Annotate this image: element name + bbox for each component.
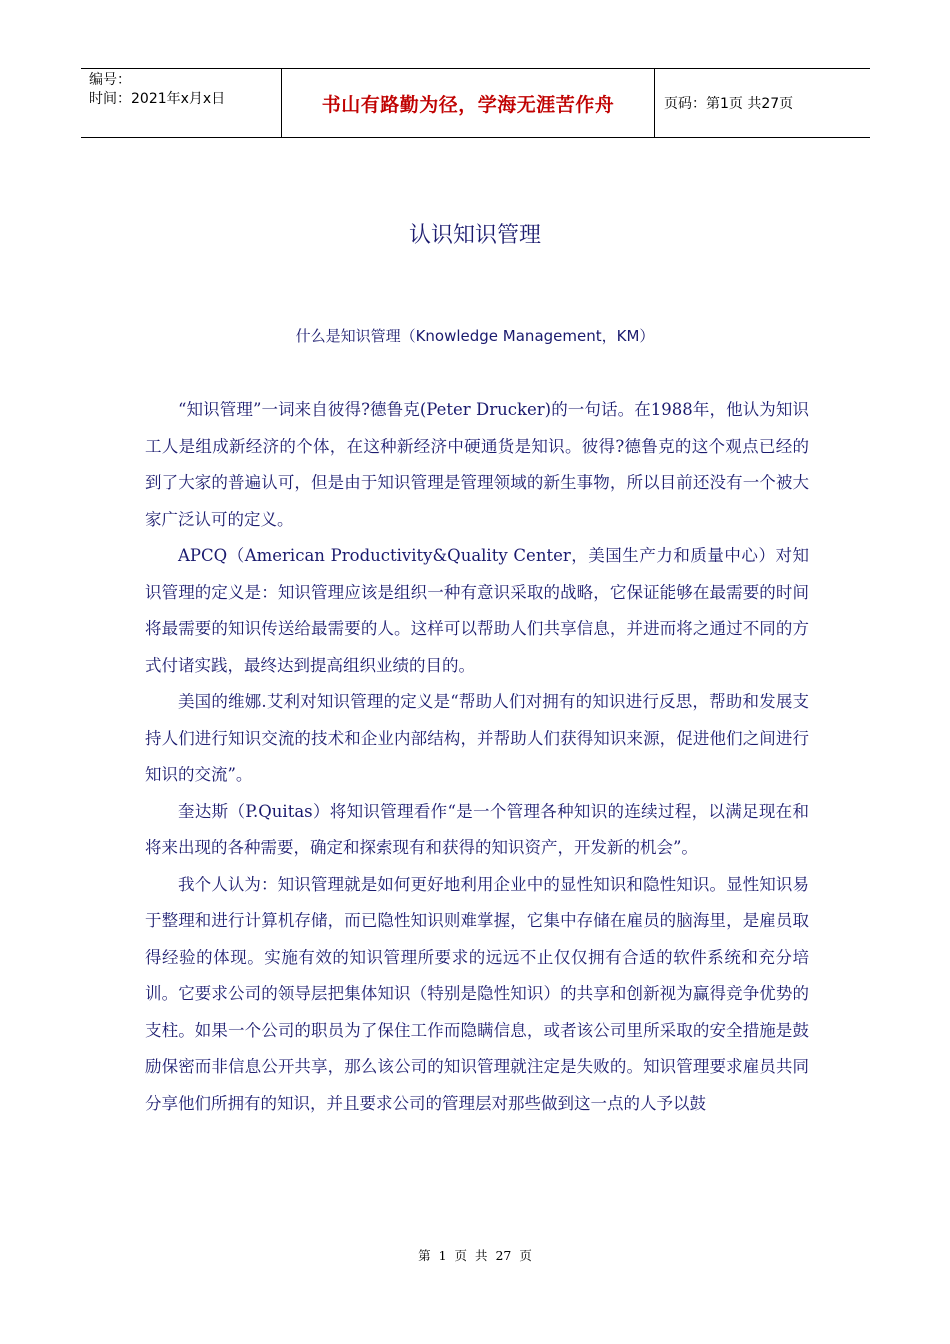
header-table	[81, 68, 870, 138]
paragraph: 我个人认为：知识管理就是如何更好地利用企业中的显性知识和隐性知识。显性知识易于整理和进行计算机存储，而已隐性知识则难掌握，它集中存储在雇员的脑海里，是雇员取得经验的体现。实施有效的知识管理所要求的远远不止仅仅拥有合适的软件系统和充分培训。它要求公司的领导层把集体知识（特别是隐性知识）的共享和创新视为赢得竞争优势的支柱。如果一个公司的职员为了保住工作而隐瞒信息，或者该公司里所采取的安全措施是鼓励保密而非信息公开共享，那么该公司的知识管理就注定是失败的。知识管理要求雇员共同分享他们所拥有的知识，并且要求公司的管理层对那些做到这一点的人予以鼓	[145, 874, 809, 1113]
section-heading: 什么是知识管理（Knowledge Management，KM）	[295, 327, 655, 345]
header-page-code: 页码：第1页 共27页	[664, 96, 794, 112]
paragraph: 奎达斯（P.Quitas）将知识管理看作“是一个管理各种知识的连续过程，以满足现在和将来出现的各种需要，确定和探索现有和获得的知识资产，开发新的机会”。	[145, 801, 809, 857]
page-title: 认识知识管理	[408, 223, 541, 248]
paragraph: “知识管理”一词来自彼得?德鲁克(Peter Drucker)的一句话。在1988年，他认为知识工人是组成新经济的个体，在这种新经济中硬通货是知识。彼得?德鲁克的这个观点已经的到了大家的普遍认可，但是由于知识管理是管理领域的新生事物，所以目前还没有一个被大家广泛认可的定义。	[145, 400, 809, 529]
paragraph: APCQ（American Productivity&Quality Center，美国生产力和质量中心）对知识管理的定义是：知识管理应该是组织一种有意识采取的战略，它保证能够在最需要的时间将最需要的知识传送给最需要的人。这样可以帮助人们共享信息，并进而将之通过不同的方式付诸实践，最终达到提高组织业绩的目的。	[145, 546, 809, 675]
header-motto: 书山有路勤为径，学海无涯苦作舟	[282, 69, 655, 137]
body-text	[145, 392, 809, 1122]
paragraph: 美国的维娜.艾利对知识管理的定义是“帮助人们对拥有的知识进行反思，帮助和发展支持人们进行知识交流的技术和企业内部结构，并帮助人们获得知识来源，促进他们之间进行知识的交流”。	[145, 692, 809, 784]
header-info-cell	[81, 69, 282, 137]
page-footer: 第 1 页 共 27 页	[418, 1248, 532, 1263]
number-label: 编号：	[89, 72, 131, 88]
time-label: 时间：2021年x月x日	[89, 91, 226, 107]
